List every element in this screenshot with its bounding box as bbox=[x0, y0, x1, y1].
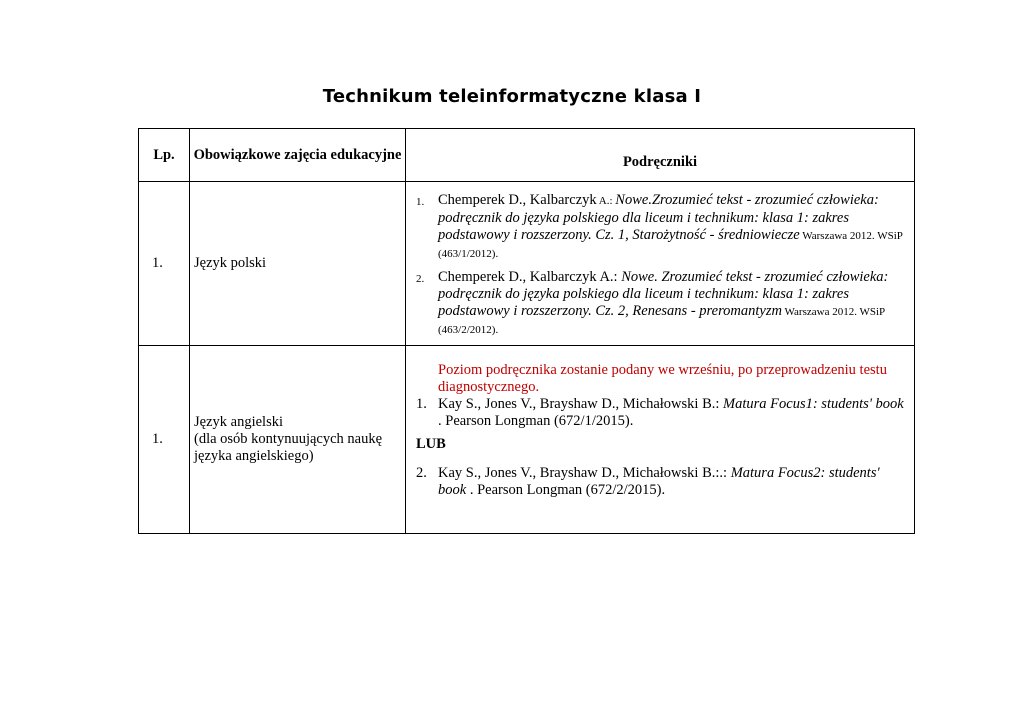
subject-note: (dla osób kontynuujących naukę języka angielskiego) bbox=[194, 431, 383, 464]
page-title: Technikum teleinformatyczne klasa I bbox=[322, 86, 702, 107]
row-subject bbox=[190, 346, 406, 534]
row-books bbox=[406, 346, 915, 534]
level-note: Poziom podręcznika zostanie podany we wrześniu, po przeprowadzeniu testu diagnostycznego. bbox=[438, 362, 887, 395]
book-item bbox=[416, 192, 906, 263]
book-number: 1. bbox=[416, 196, 425, 208]
row-lp: 1. bbox=[139, 346, 190, 534]
book-text: Kay S., Jones V., Brayshaw D., Michałowski B.:.: Matura Focus2: students' book . Pearson Longman (672/2/2015). bbox=[438, 465, 880, 498]
book-text: Chemperek D., Kalbarczyk A.: Nowe.Zrozumieć tekst - zrozumieć człowieka: podręcznik do języka polskiego dla liceum i technikum: klasa 1: zakres podstawowy i rozszerzony. Cz. 1, Starożytność - średniowiecze Warszawa 2012. WSiP (463/1/2012). bbox=[438, 192, 903, 260]
or-separator: LUB bbox=[416, 436, 446, 452]
book-item bbox=[416, 396, 906, 430]
book-number: 1. bbox=[416, 396, 427, 412]
header-lp: Lp. bbox=[139, 129, 190, 182]
table-row bbox=[139, 182, 915, 346]
row-books bbox=[406, 182, 915, 346]
book-item bbox=[416, 269, 906, 339]
header-subject: Obowiązkowe zajęcia edukacyjne bbox=[190, 129, 406, 182]
book-number: 2. bbox=[416, 273, 425, 285]
row-lp: 1. bbox=[139, 182, 190, 346]
textbook-table bbox=[138, 128, 915, 534]
header-books: Podręczniki bbox=[406, 129, 915, 182]
book-item bbox=[416, 465, 906, 499]
row-subject: Język polski bbox=[190, 182, 406, 346]
book-text: Chemperek D., Kalbarczyk A.: Nowe. Zrozumieć tekst - zrozumieć człowieka: podręcznik do języka polskiego dla liceum i technikum: klasa 1: zakres podstawowy i rozszerzony. Cz. 2, Renesans - preromantyzm Warszawa 2012. WSiP (463/2/2012). bbox=[438, 269, 889, 336]
book-text: Kay S., Jones V., Brayshaw D., Michałowski B.: Matura Focus1: students' book . Pearson Longman (672/1/2015). bbox=[438, 396, 904, 429]
table-row bbox=[139, 346, 915, 534]
table-header-row bbox=[139, 129, 915, 182]
subject-name: Język angielski bbox=[194, 414, 283, 430]
book-number: 2. bbox=[416, 465, 427, 481]
